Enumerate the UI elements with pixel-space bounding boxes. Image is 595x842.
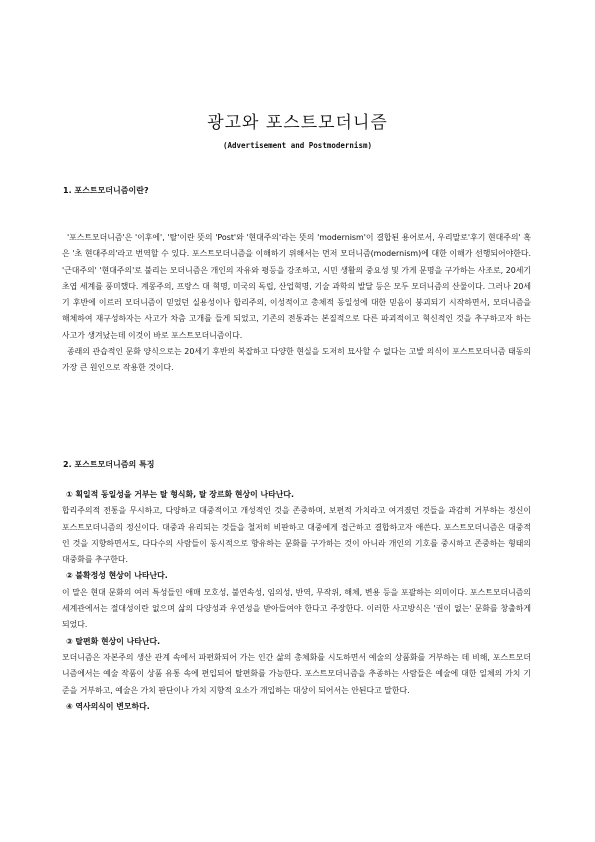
section-2-heading: 2. 포스트모더니즘의 특징 bbox=[63, 460, 155, 469]
feature-3-body: 모더니즘은 자본주의 생산 관계 속에서 파편화되어 가는 인간 삶의 총체화를 시도하면서 예술의 상품화를 거부하는 데 비해, 포스트모더니즘에서는 예술 작품이 상품 유통 속에 편입되어 탈편화를 가능한다. 포스트모더니즘을 추종하는 사람들은 예술에 대한 일체의 가치 기준을 거부하고, 예술은 가치 판단이나 가치 지향적 요소가 개입하는 대상이 되어서는 안된다고 말한다. bbox=[62, 652, 531, 695]
section-1-paragraph-1: '포스트모더니즘'은 '이후에', '탈'이란 뜻의 'Post'와 '현대주의'라는 뜻의 'modernism'이 결합된 용어로서, 우리말로'후기 현대주의' 혹은 '초 현대주의'라고 번역할 수 있다. 포스트모더니즘을 이해하기 위해서는 먼저 모더니즘(modernism)에 대한 이해가 선행되어야한다. '근대주의' '현대주의'로 불리는 모더니즘은 개인의 자유와 평등을 강조하고, 시민 생활의 중요성 및 가게 문명을 구가하는 사조로, 20세기 초엽 세계를 풍미했다. 계몽주의, 프랑스 대 혁명, 미국의 독립, 산업혁명, 기술 과학의 발달 등은 모두 모더니즘의 산물이다. 그러나 20세기 후반에 이르러 모더니즘이 믿었던 실용성이나 합리주의, 이성적이고 총체적 동일성에 대한 믿음이 붕괴되기 시작하면서, 모더니즘을 해체하여 재구성하자는 사고가 차츰 고개를 들게 되었고, 기존의 전통과는 본질적으로 다른 파괴적이고 혁신적인 것을 추구하고자 하는 사고가 생겨났는데 이것이 바로 포스트모더니즘이다. bbox=[62, 233, 531, 340]
feature-2-body: 이 말은 현대 문화의 여러 특성들인 애매 모호성, 불연속성, 임의성, 반역, 무작위, 해체, 변용 등을 포괄하는 의미이다. 포스트모더니즘의 세계관에서는 절대성이란 없으며 삶의 다양성과 우연성을 받아들여야 한다고 주장한다. 이러한 사고방식은 '권이 없는' 문화를 창출하게 되었다. bbox=[62, 587, 531, 630]
page-subtitle: (Advertisement and Postmodernism) bbox=[222, 141, 372, 150]
feature-2-title: ② 불확정성 현상이 나타난다. bbox=[66, 571, 168, 581]
feature-3-title: ③ 탈편화 현상이 나타난다. bbox=[66, 636, 161, 646]
section-1-body bbox=[62, 230, 531, 377]
feature-1-title: ① 획일적 동일성을 거부는 탈 형식화, 탈 장르화 현상이 나타난다. bbox=[66, 490, 294, 499]
page-title: 광고와 포스트모더니즘 bbox=[207, 113, 388, 133]
section-1-paragraph-2: 종래의 관습적인 문화 양식으로는 20세기 후반의 복잡하고 다양한 현실을 도저히 묘사할 수 없다는 고발 의식이 포스트모더니즘 태동의 가장 큰 원인으로 작용한 것이다. bbox=[62, 347, 531, 373]
section-1-heading: 1. 포스트모더니즘이란? bbox=[63, 186, 149, 195]
section-2-body bbox=[62, 487, 531, 715]
feature-1-body: 합리주의적 전통을 무시하고, 다양하고 대중적이고 개성적인 것을 존중하며, 보편적 가치라고 여겨졌던 것들을 과감히 거부하는 정신이 포스트모더니즘의 정신이다. 대중과 유리되는 것들을 철저히 비판하고 대중에게 접근하고 결합하고자 애쓴다. 포스트모더니즘은 대중적인 것을 지향하면서도, 다다수의 사람들이 동시적으로 향유하는 문화를 구가하는 것이 아니라 개인의 기호를 중시하고 존중하는 형태의 대중화를 추구한다. bbox=[62, 506, 531, 565]
feature-4-title: ④ 역사의식이 변모하다. bbox=[66, 701, 150, 711]
